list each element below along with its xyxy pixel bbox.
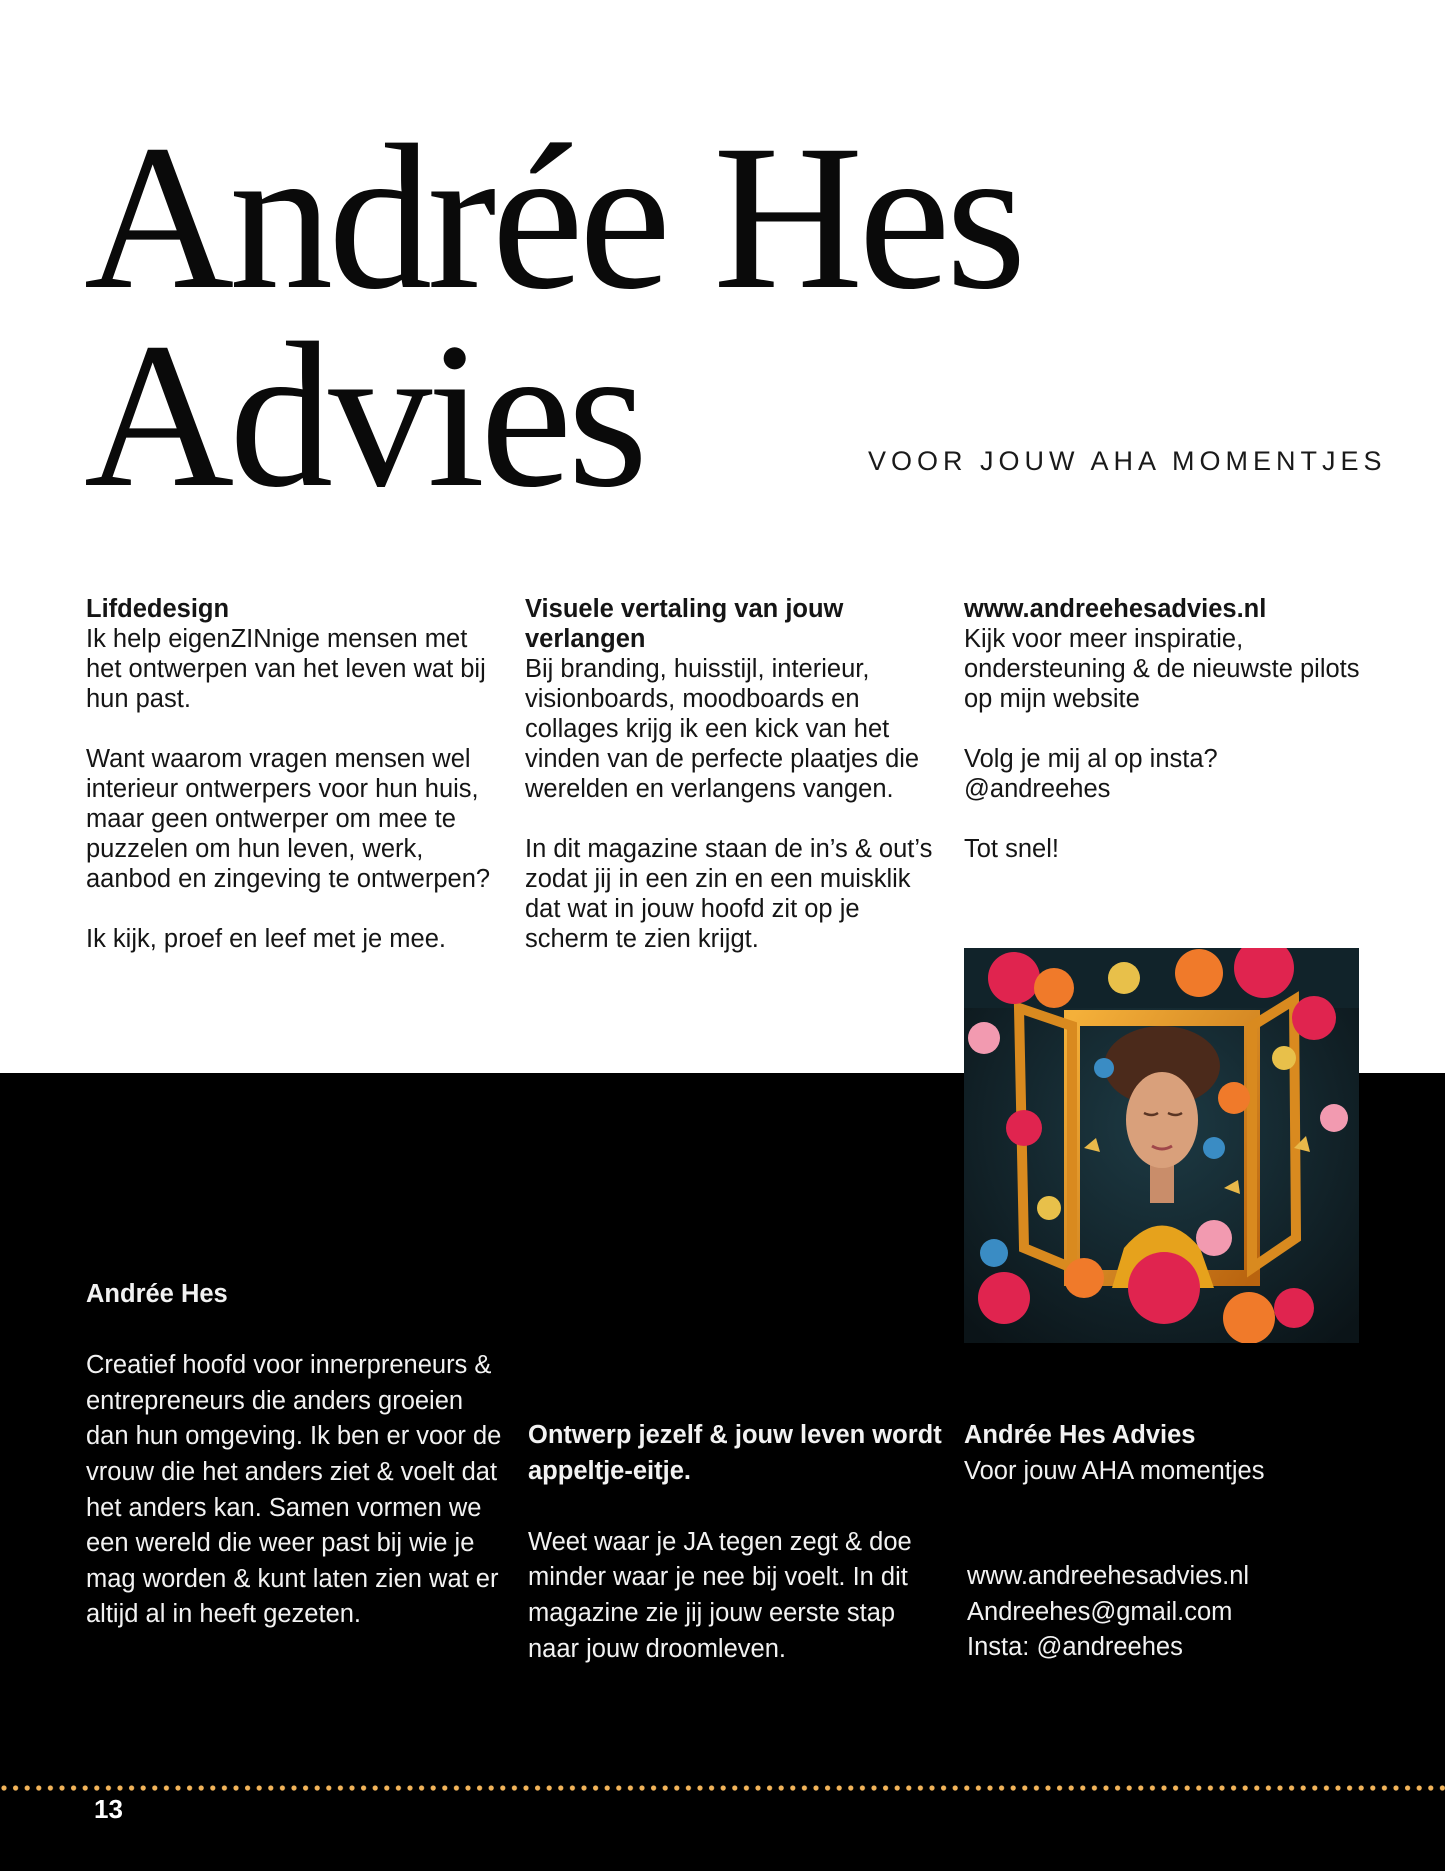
insta-link[interactable]: Insta: @andreehes	[967, 1633, 1183, 1662]
contact-column	[964, 1418, 1404, 1666]
title-line-2: Advies	[84, 300, 644, 530]
website-link[interactable]: www.andreehesadvies.nl	[967, 1562, 1250, 1591]
website-link-heading[interactable]: www.andreehesadvies.nl	[964, 595, 1267, 623]
title-line-1: Andrée Hes	[84, 102, 1022, 332]
artwork-illustration	[964, 948, 1359, 1343]
intro-column-lifedesign	[86, 594, 506, 954]
column-paragraph: Want waarom vragen mensen wel interieur ontwerpers voor hun huis, maar geen ontwerper om mee te puzzelen om hun leven, werk, aanbod en zingeving te ontwerpen?	[86, 745, 491, 893]
promise-text: Weet waar je JA tegen zegt & doe minder waar je nee bij voelt. In dit magazine zie jij jouw eerste stap naar jouw droomleven.	[528, 1527, 912, 1663]
column-paragraph: Bij branding, huisstijl, interieur, visionboards, moodboards en collages krijg ik een kick van het vinden van de perfecte plaatjes die werelden en verlangens vangen.	[525, 655, 920, 803]
column-paragraph: Volg je mij al op insta?	[964, 745, 1218, 773]
column-heading: Lifdedesign	[86, 595, 230, 623]
column-paragraph: Kijk voor meer inspiratie, ondersteuning & de nieuwste pilots op mijn website	[964, 625, 1360, 713]
about-column	[86, 1277, 506, 1633]
column-paragraph: Tot snel!	[964, 835, 1059, 863]
column-paragraph: Ik kijk, proef en leef met je mee.	[86, 925, 446, 953]
page-number: 13	[94, 1794, 123, 1824]
email-link[interactable]: Andreehes@gmail.com	[967, 1597, 1233, 1626]
intro-column-visual-translation	[525, 594, 945, 954]
column-paragraph: Ik help eigenZINnige mensen met het ontwerpen van het leven wat bij hun past.	[86, 625, 486, 713]
column-heading: Visuele vertaling van jouw verlangen	[525, 595, 844, 653]
intro-column-website	[964, 594, 1384, 864]
contact-heading: Andrée Hes Advies	[964, 1421, 1196, 1449]
about-heading: Andrée Hes	[86, 1280, 228, 1308]
dotted-divider	[0, 1782, 1445, 1794]
column-paragraph: In dit magazine staan de in’s & out’s zodat jij in een zin en een muisklik dat wat in jouw hoofd zit op je scherm te zien krijgt.	[525, 835, 933, 953]
promise-heading: Ontwerp jezelf & jouw leven wordt appeltje-eitje.	[528, 1421, 942, 1485]
portrait-artwork-image	[964, 948, 1359, 1343]
about-text: Creatief hoofd voor innerpreneurs & entrepreneurs die anders groeien dan hun omgeving. Ik ben er voor de vrouw die het anders ziet & voelt dat het anders kan. Samen vormen we een wereld die weer past bij wie je mag worden & kunt laten zien wat er altijd al in heeft gezeten.	[86, 1351, 502, 1629]
contact-subheading: Voor jouw AHA momentjes	[964, 1456, 1265, 1485]
tagline: VOOR JOUW AHA MOMENTJES	[868, 446, 1387, 476]
promise-column	[528, 1418, 948, 1667]
insta-handle[interactable]: @andreehes	[964, 775, 1111, 803]
